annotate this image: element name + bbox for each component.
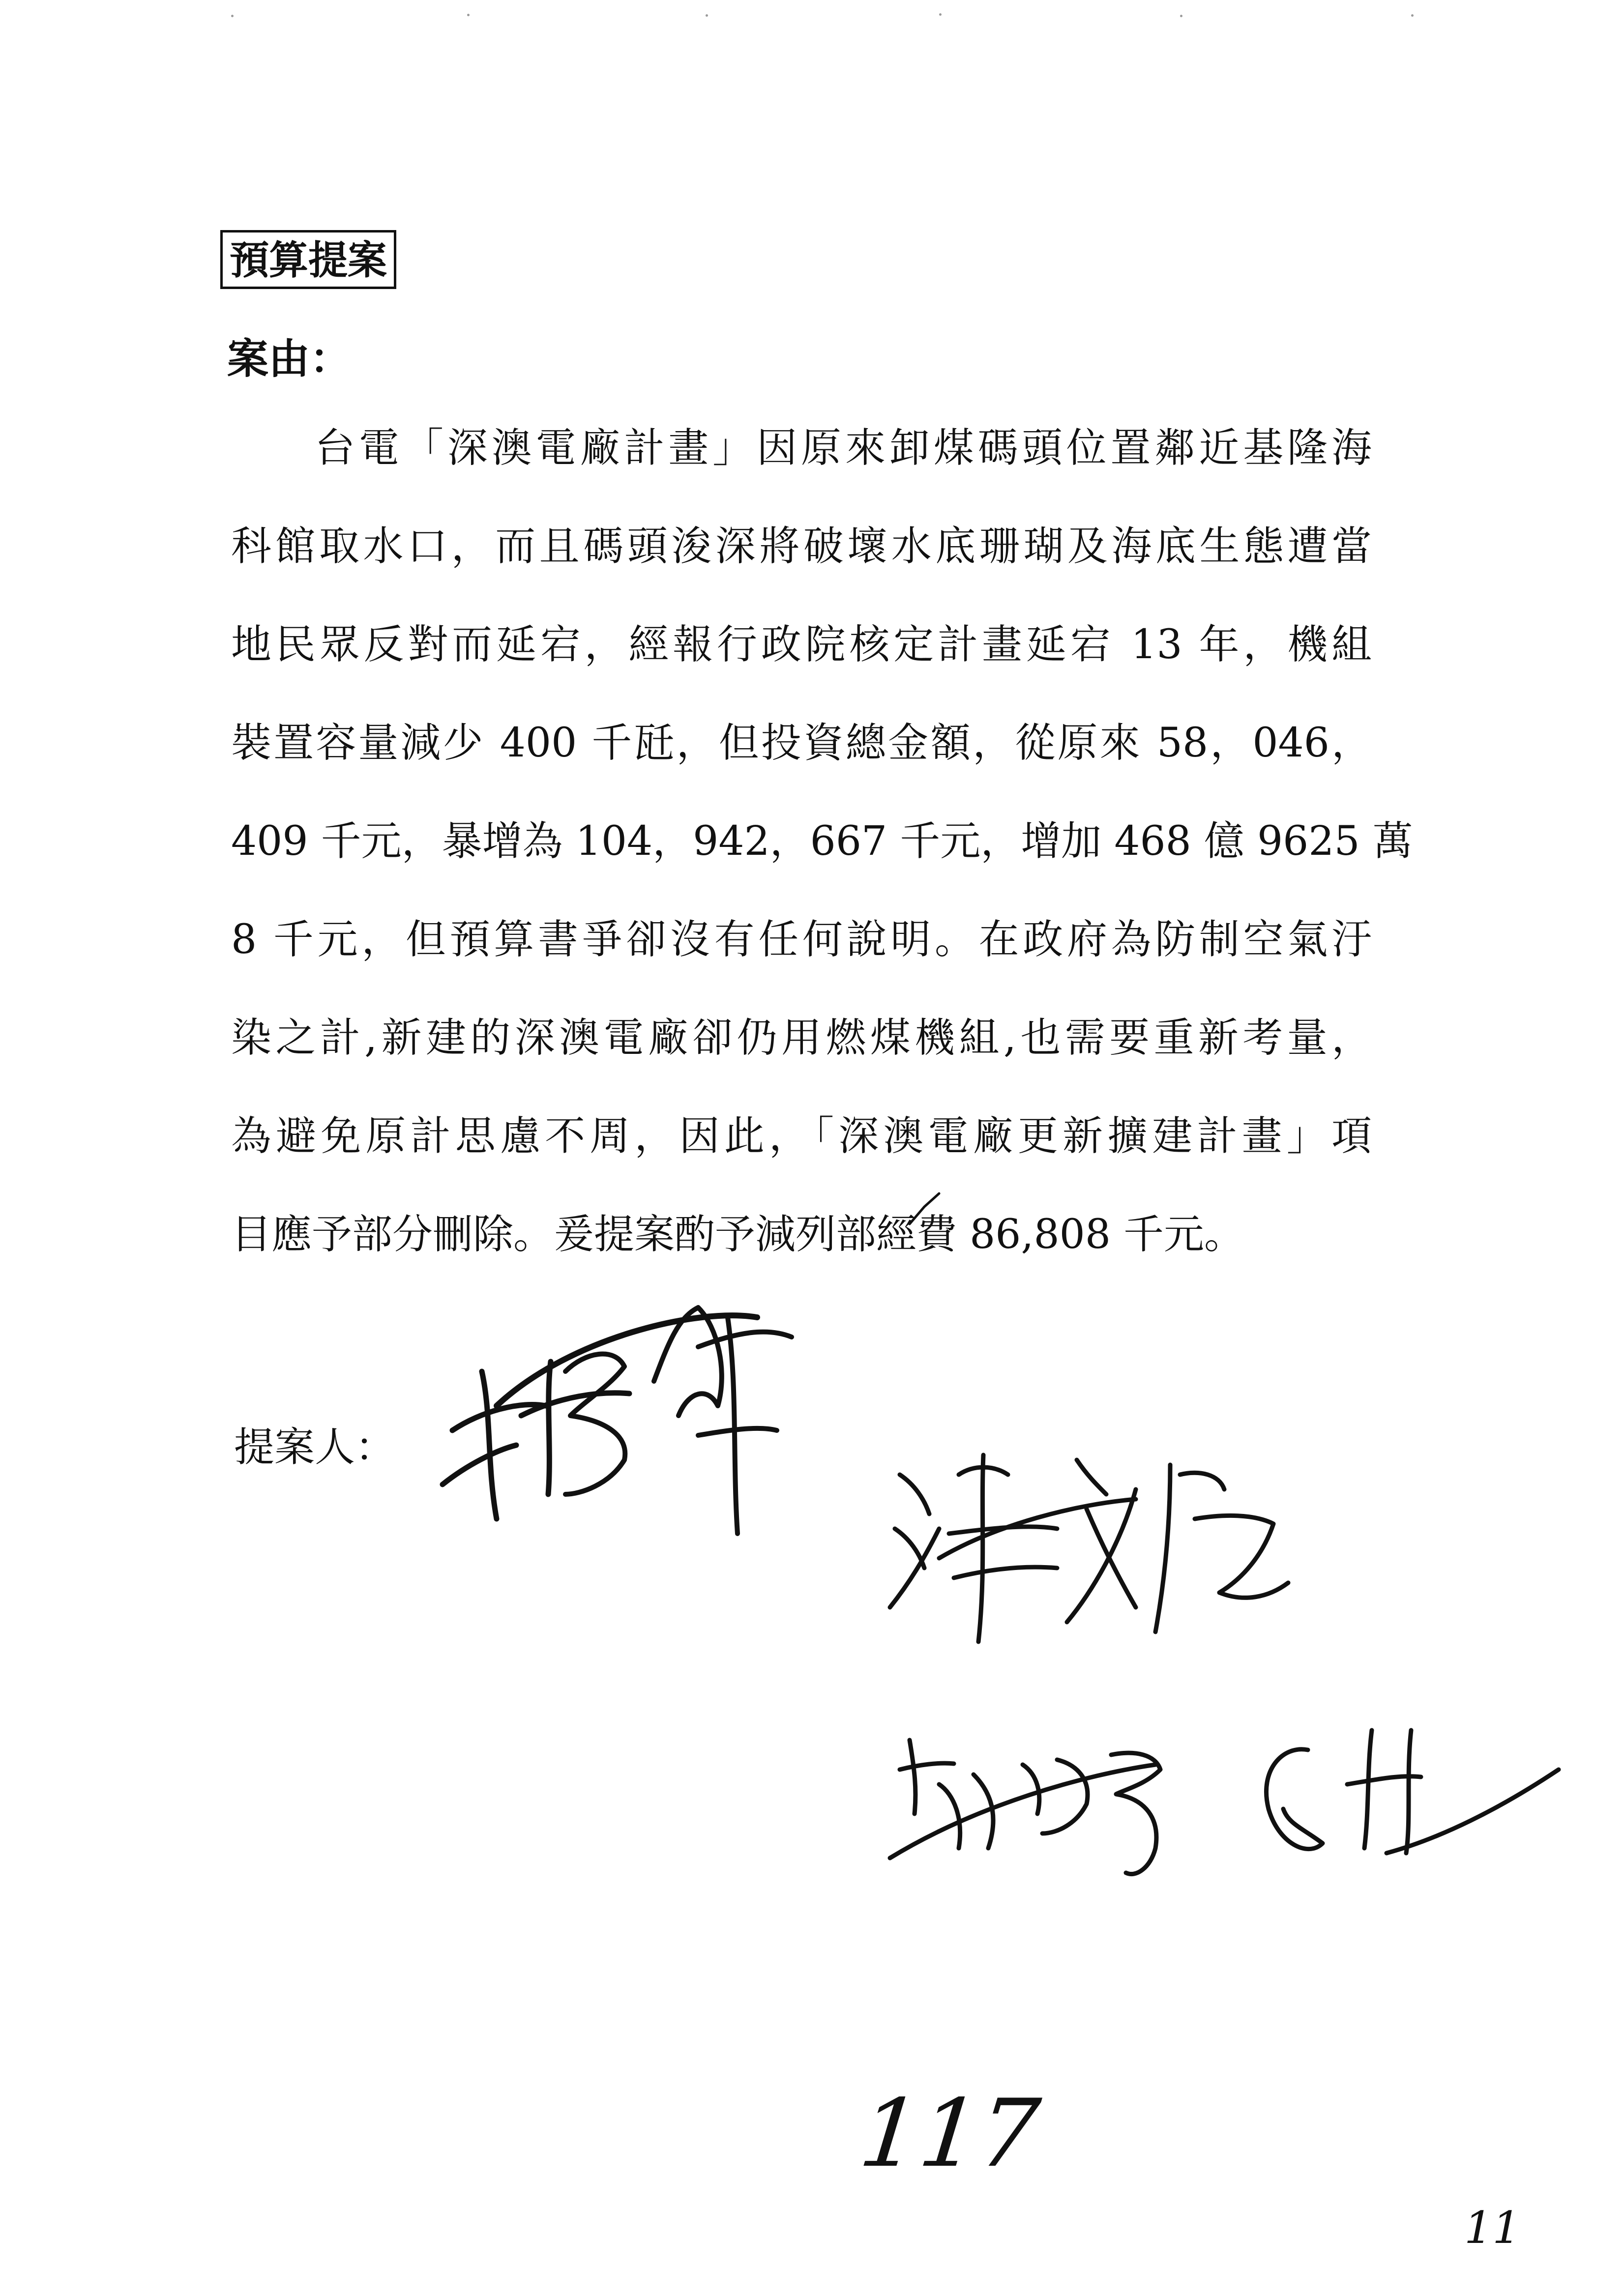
proposer-label: 提案人： [234, 1424, 396, 1471]
body-line: 染之計,新建的深澳電廠卻仍用燃煤機組,也需要重新考量， [231, 1015, 1372, 1061]
handwritten-signature [423, 1288, 826, 1543]
scan-speck [467, 14, 470, 16]
body-line: 為避免原計思慮不周，因此，「深澳電廠更新擴建計畫」項 [231, 1113, 1372, 1160]
document-heading: 預算提案 [220, 230, 396, 289]
body-line: 科館取水口，而且碼頭浚深將破壞水底珊瑚及海底生態遭當 [231, 523, 1372, 570]
handwritten-page-number: 117 [855, 2079, 1045, 2188]
handwritten-corner-number: 11 [1464, 2202, 1521, 2254]
scan-speck [1180, 15, 1182, 17]
body-line: 目應予部分刪除。爰提案酌予減列部經費 86,808 千元。 [231, 1211, 1245, 1258]
body-line: 裝置容量減少 400 千瓩，但投資總金額，從原來 58，046， [231, 720, 1372, 766]
scan-speck [231, 15, 234, 17]
scan-speck [1411, 14, 1414, 17]
body-line: 8 千元，但預算書爭卻沒有任何說明。在政府為防制空氣汙 [231, 916, 1372, 963]
body-line: 地民眾反對而延宕，經報行政院核定計畫延宕 13 年，機組 [231, 621, 1372, 668]
reason-label: 案由： [227, 335, 352, 383]
scan-speck [706, 14, 708, 17]
body-line: 台電「深澳電廠計畫」因原來卸煤碼頭位置鄰近基隆海 [315, 425, 1372, 471]
body-line: 409 千元，暴增為 104，942，667 千元，增加 468 億 9625 萬 [231, 818, 1413, 865]
handwritten-signature [880, 1711, 1588, 1888]
scan-speck [939, 13, 942, 16]
handwritten-signature [880, 1445, 1303, 1657]
correction-mark [905, 1190, 944, 1229]
